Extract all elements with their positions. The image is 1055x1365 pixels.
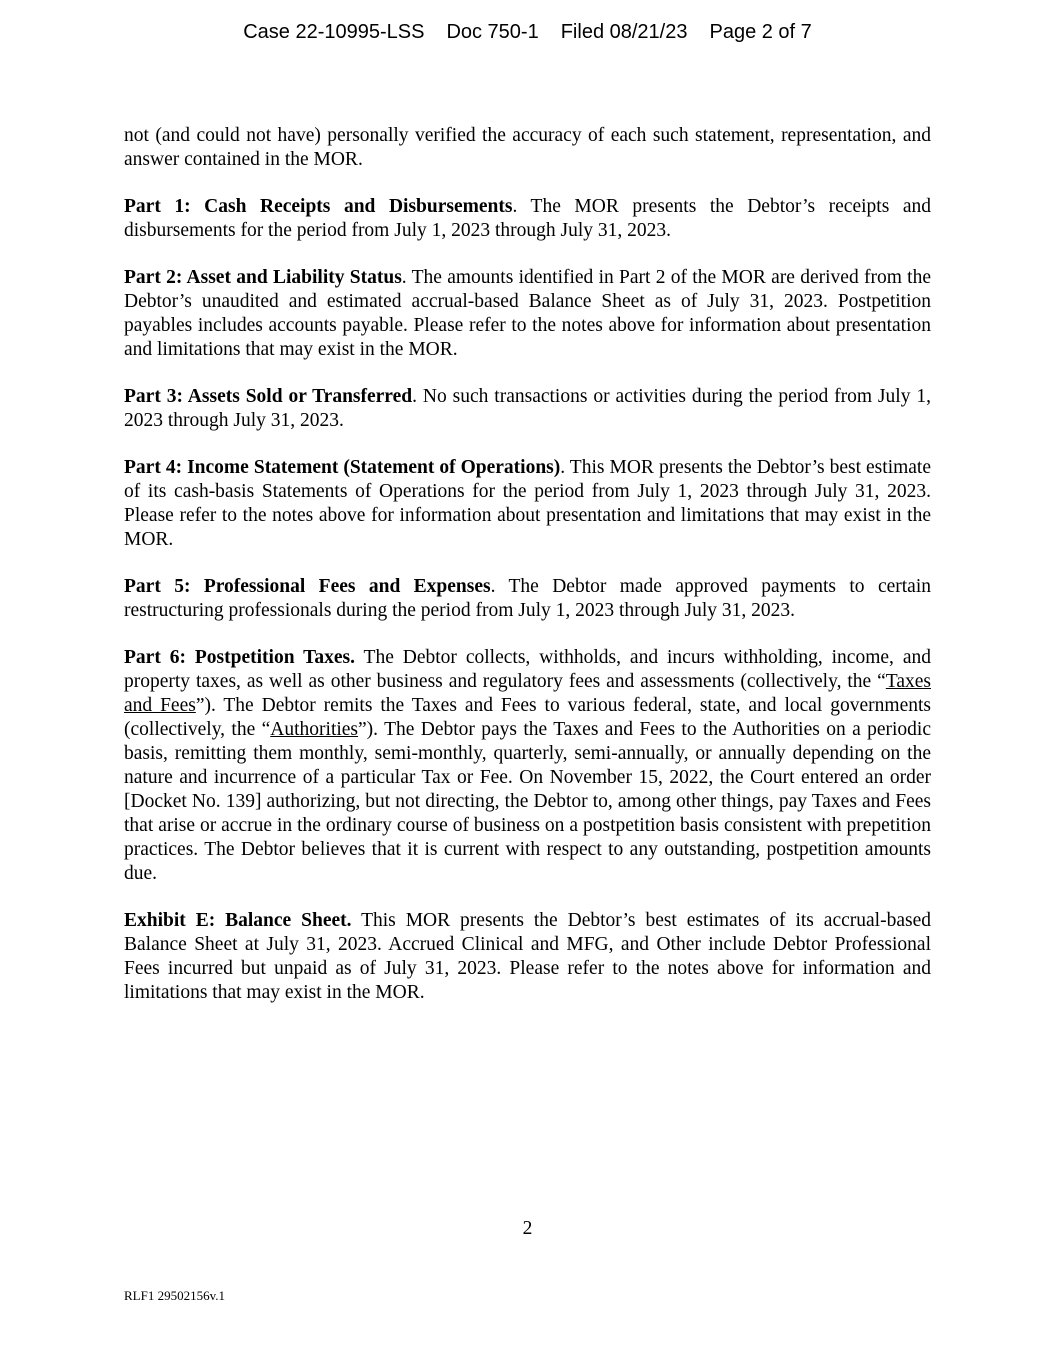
exhibit-e-heading: Exhibit E: Balance Sheet.	[124, 910, 352, 931]
doc-number: Doc 750-1	[446, 21, 539, 43]
defined-term-authorities: Authorities	[270, 719, 359, 740]
part6-heading: Part 6: Postpetition Taxes.	[124, 647, 355, 668]
part1-paragraph	[124, 195, 931, 243]
document-id: RLF1 29502156v.1	[124, 1288, 225, 1303]
part6-text-b: ”). The Debtor remits the Taxes and Fees to various federal, state, and local governments (collectively, the “	[124, 695, 931, 740]
page-of-total: Page 2 of 7	[709, 21, 812, 43]
part3-text: . No such transactions or activities during the period from July 1, 2023 through July 31, 2023.	[124, 386, 931, 431]
part5-paragraph	[124, 575, 931, 623]
document-body	[124, 124, 931, 1028]
part4-heading: Part 4: Income Statement (Statement of Operations)	[124, 457, 561, 478]
defined-term-taxes-and-fees: Taxes and Fees	[124, 671, 931, 716]
part4-text: . This MOR presents the Debtor’s best estimate of its cash-basis Statements of Operations for the period from July 1, 2023 through July 31, 2023. Please refer to the notes above for information about presentation and limitations that may exist in the MOR.	[124, 457, 932, 550]
part1-text: . The MOR presents the Debtor’s receipts and disbursements for the period from July 1, 2023 through July 31, 2023.	[124, 196, 932, 241]
part1-heading: Part 1: Cash Receipts and Disbursements	[124, 196, 513, 217]
part6-text-c: ”). The Debtor pays the Taxes and Fees to the Authorities on a periodic basis, remitting them monthly, semi-monthly, quarterly, semi-annually, or annually depending on the nature and incurrence of a particular Tax or Fee. On November 15, 2022, the Court entered an order [Docket No. 139] authorizing, but not directing, the Debtor to, among other things, pay Taxes and Fees that arise or accrue in the ordinary course of business on a postpetition basis consistent with prepetition practices. The Debtor believes that it is current with respect to any outstanding, postpetition amounts due.	[124, 719, 931, 884]
case-number: Case 22-10995-LSS	[243, 21, 425, 43]
filed-date: Filed 08/21/23	[560, 21, 688, 43]
intro-paragraph	[124, 124, 931, 172]
part4-paragraph	[124, 456, 931, 552]
exhibit-e-paragraph	[124, 909, 931, 1005]
intro-text: not (and could not have) personally verified the accuracy of each such statement, representation, and answer contained in the MOR.	[124, 125, 931, 170]
part2-text: . The amounts identified in Part 2 of the MOR are derived from the Debtor’s unaudited and estimated accrual-based Balance Sheet as of July 31, 2023. Postpetition payables includes accounts payable. Please refer to the notes above for information about presentation and limitations that may exist in the MOR.	[124, 267, 932, 360]
part5-text: . The Debtor made approved payments to certain restructuring professionals during the period from July 1, 2023 through July 31, 2023.	[124, 576, 931, 621]
part6-paragraph	[124, 646, 931, 886]
part2-paragraph	[124, 266, 931, 362]
case-header	[0, 19, 1055, 45]
page-number: 2	[522, 1218, 533, 1239]
part5-heading: Part 5: Professional Fees and Expenses	[124, 576, 491, 597]
part3-heading: Part 3: Assets Sold or Transferred	[124, 386, 413, 407]
part3-paragraph	[124, 385, 931, 433]
exhibit-e-text: This MOR presents the Debtor’s best estimates of its accrual-based Balance Sheet at July 31, 2023. Accrued Clinical and MFG, and Other include Debtor Professional Fees incurred but unpaid as of July 31, 2023. Please refer to the notes above for information and limitations that may exist in the MOR.	[124, 910, 931, 1003]
part2-heading: Part 2: Asset and Liability Status	[124, 267, 402, 288]
part6-text-a: The Debtor collects, withholds, and incurs withholding, income, and property taxes, as well as other business and regulatory fees and assessments (collectively, the “	[124, 647, 931, 692]
